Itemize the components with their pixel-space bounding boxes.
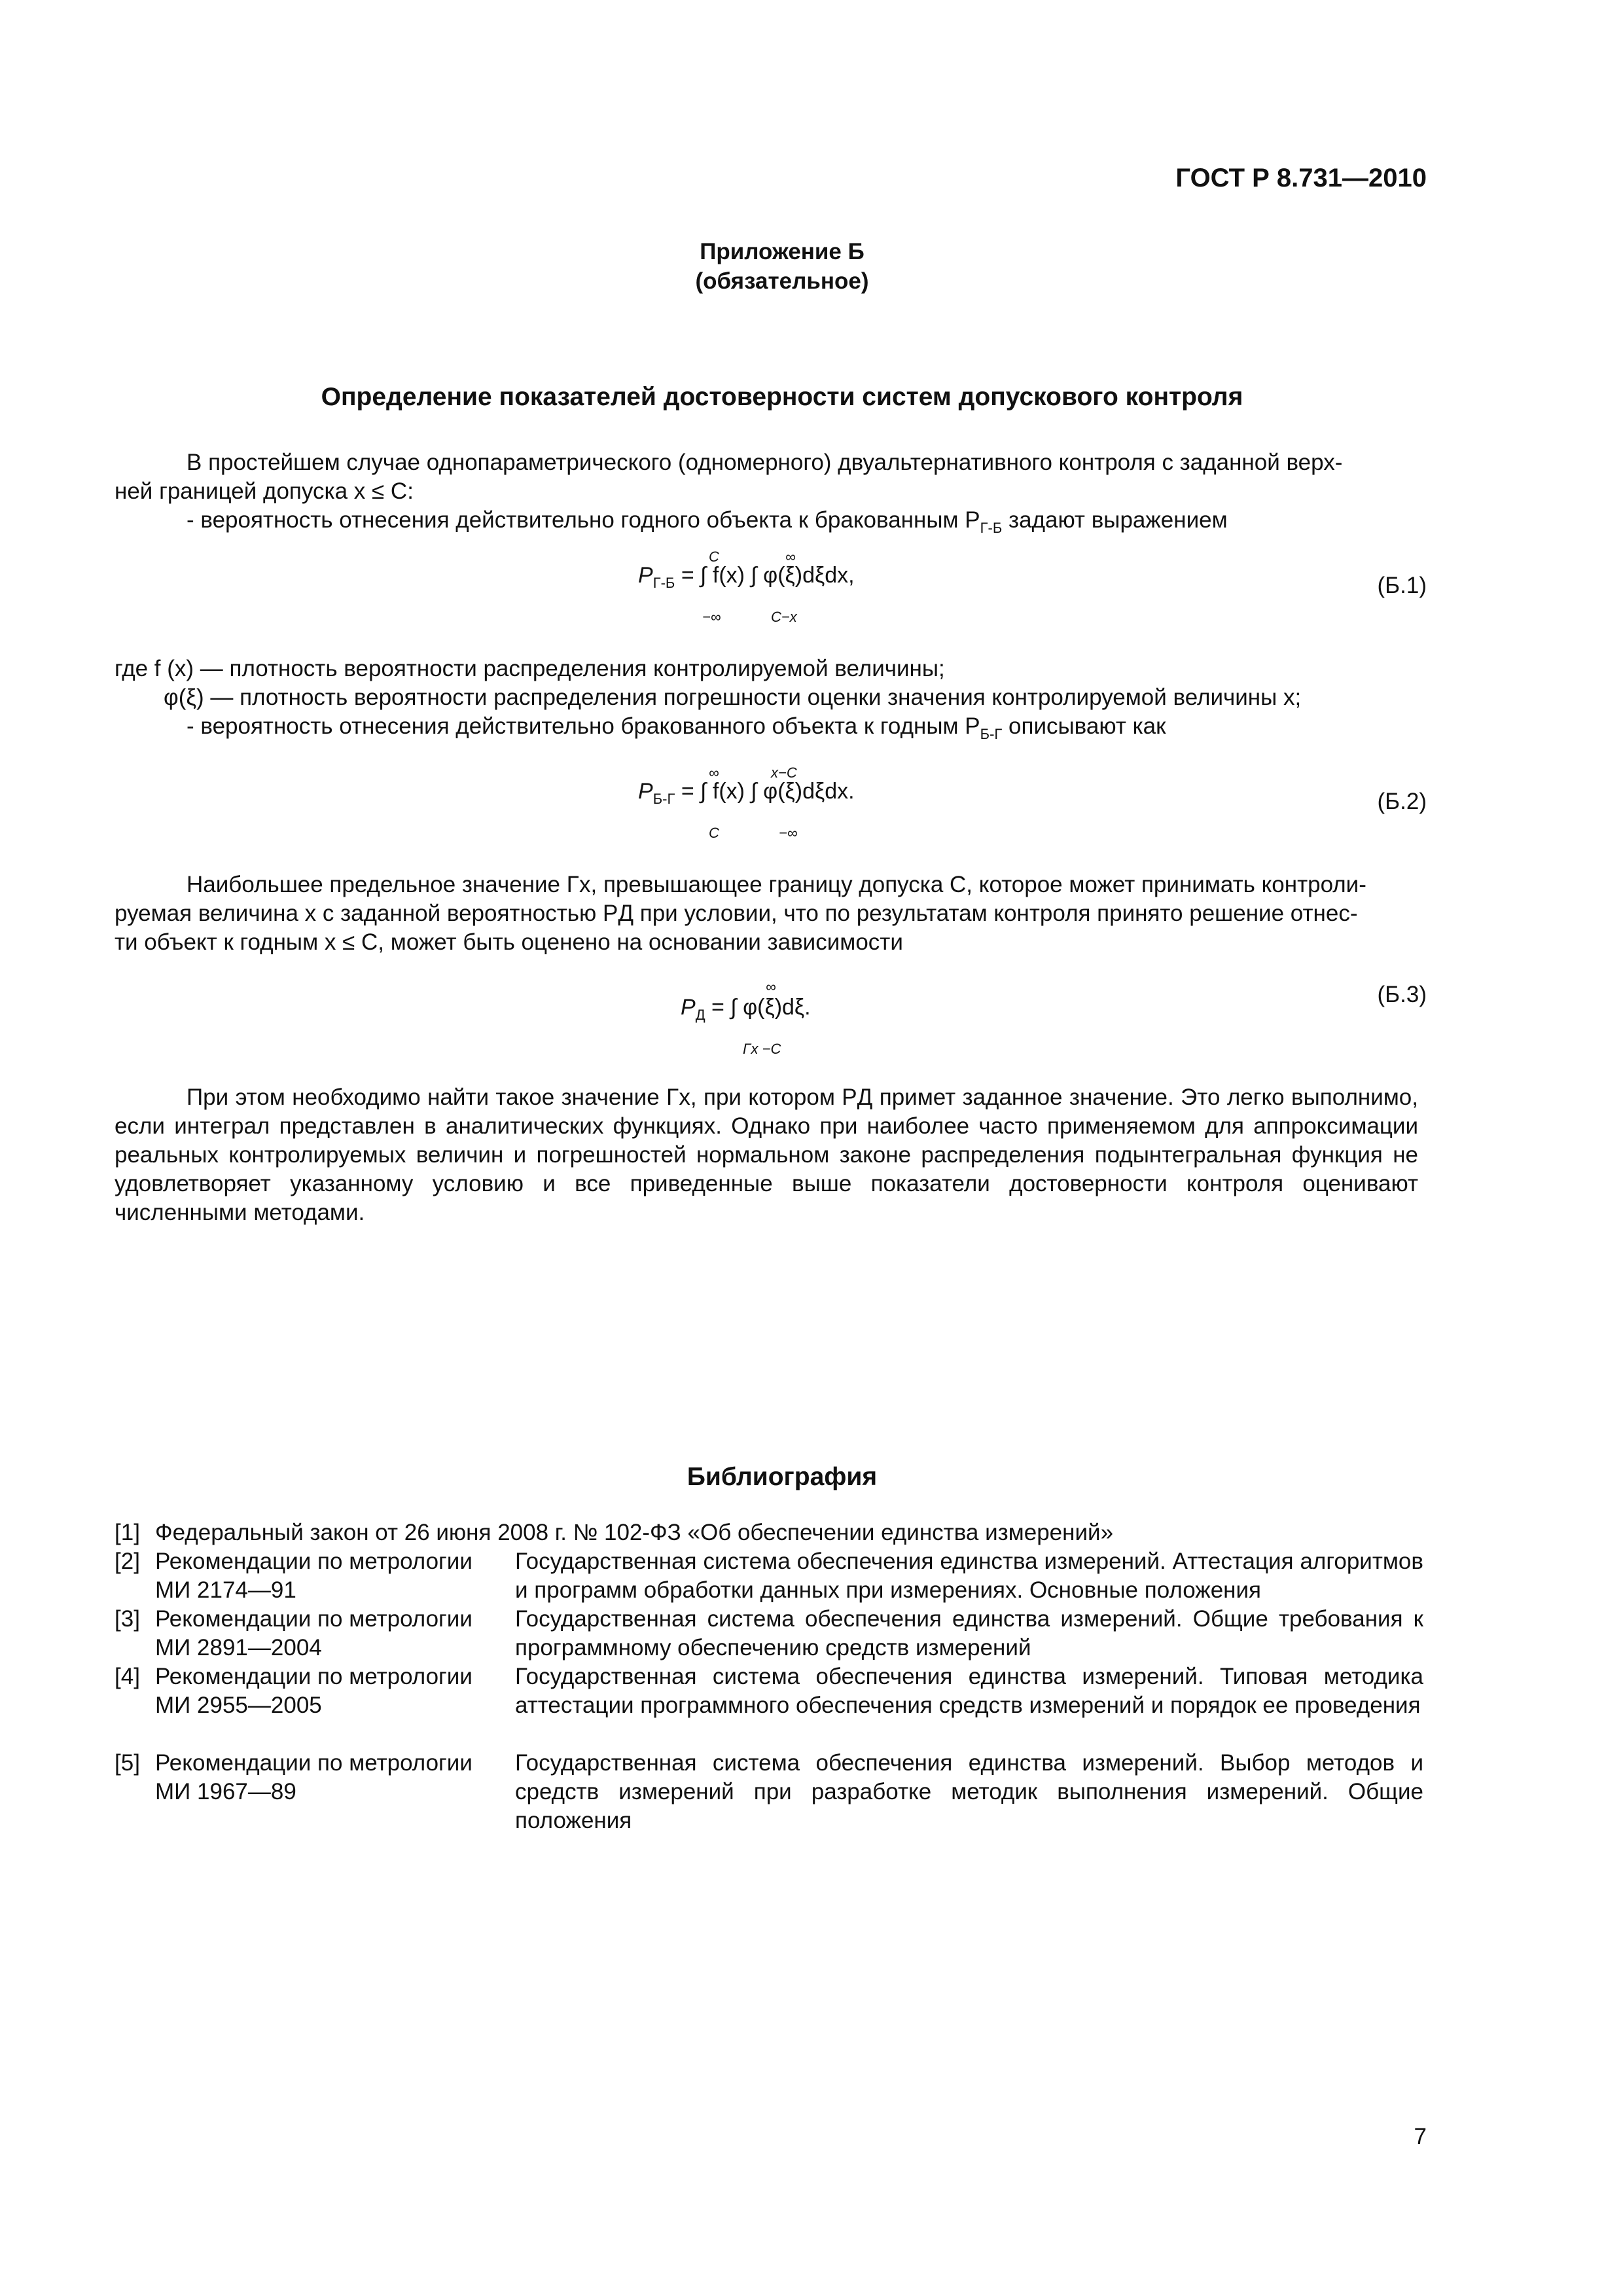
intro-bullet-1 — [187, 506, 1228, 543]
bib-item — [115, 1605, 1423, 1662]
equation-2 — [638, 779, 855, 808]
bib-item — [115, 1749, 1423, 1835]
page-number: 7 — [1414, 2124, 1427, 2149]
eq1-lower-limit-1: −∞ — [702, 609, 721, 625]
bullet-1-text: - вероятность отнесения действительно годного объекта к бракованным P — [187, 507, 980, 533]
eq2-lower-limit-1: C — [709, 825, 719, 841]
bib-item-num: [3] — [115, 1606, 140, 1632]
bullet-2-end: описывают как — [1002, 713, 1166, 739]
bib-item-num: [1] — [115, 1520, 140, 1545]
bib-item-source: Рекомендации по метрологии МИ 1967—89 — [155, 1750, 473, 1804]
bib-item-source: Рекомендации по метрологии МИ 2891—2004 — [155, 1606, 473, 1660]
bib-item — [115, 1662, 1423, 1749]
eq3-lhs-sub: Д — [695, 1006, 705, 1023]
intro-line-1: В простейшем случае однопараметрического (одномерного) двуальтернативного контроля с заданной верх- — [187, 450, 1343, 475]
para3 — [115, 1083, 1418, 1227]
eq1-lhs: P — [638, 563, 653, 588]
bib-item-num: [5] — [115, 1750, 140, 1776]
annex-label: Приложение Б — [700, 239, 865, 264]
eq2-lhs-sub: Б-Г — [652, 790, 675, 807]
eq1-body: = ∫ f(x) ∫ φ(ξ)dξdx, — [675, 563, 855, 588]
intro-line-2: ней границей допуска x ≤ C: — [115, 478, 414, 504]
para2-line-1: Наибольшее предельное значение Γx, превышающее границу допуска С, которое может принимать контроли- — [187, 872, 1366, 897]
annex-status: (обязательное) — [695, 268, 869, 294]
bib-item-desc: Государственная система обеспечения единства измерений. Выбор методов и средств измерений при разработке методик выполнения измерений. Общие положения — [515, 1750, 1423, 1833]
para2-line-2: руемая величина х с заданной вероятностью PД при условии, что по результатам контроля принято решение отнес- — [115, 901, 1358, 926]
bib-item-num: [2] — [115, 1549, 140, 1574]
bib-item-source: Федеральный закон от 26 июня 2008 г. № 102-ФЗ «Об обеспечении единства измерений» — [155, 1520, 1114, 1545]
eq1-lhs-sub: Г-Б — [652, 574, 675, 591]
bib-item-num: [4] — [115, 1664, 140, 1689]
eq1-lower-limit-2: C−x — [771, 609, 797, 625]
bibliography-title: Библиография — [687, 1463, 878, 1491]
bib-item-desc: Государственная система обеспечения единства измерений. Общие требования к программному обеспечению средств измерений — [515, 1606, 1423, 1660]
eq2-number: (Б.2) — [1377, 789, 1427, 814]
standard-code: ГОСТ Р 8.731—2010 — [1175, 164, 1427, 192]
where-line-1: где f (x) — плотность вероятности распределения контролируемой величины; — [115, 656, 945, 681]
eq2-lower-limit-2: −∞ — [779, 825, 798, 841]
bullet-1-end: задают выражением — [1002, 507, 1228, 533]
equation-1 — [638, 563, 855, 592]
eq3-lhs: P — [681, 995, 696, 1020]
bullet-2-text: - вероятность отнесения действительно бракованного объекта к годным P — [187, 713, 980, 739]
bib-item — [115, 1547, 1423, 1605]
para3-text: При этом необходимо найти такое значение Γx, при котором PД примет заданное значение. Это легко выполнимо, если интеграл представлен в аналитических функциях. Однако при наиболее часто применяемом для аппроксимации реальных контролируемых величин и погрешностей нормальном законе распределения подынтегральная функция не удовлетворяет указанному условию и все приведенные выше показатели достоверности контроля оценивают численными методами. — [115, 1085, 1418, 1225]
eq1-upper-limit-1: C — [709, 548, 719, 565]
bullet-1-sub: Г-Б — [980, 520, 1003, 536]
bib-item-desc: Государственная система обеспечения единства измерений. Типовая методика аттестации программного обеспечения средств измерений и порядок ее проведения — [515, 1664, 1423, 1718]
where-bullet-2 — [187, 712, 1166, 749]
eq3-body: = ∫ φ(ξ)dξ. — [705, 995, 811, 1020]
eq2-lhs: P — [638, 779, 653, 804]
equation-3 — [681, 995, 811, 1024]
where-line-2: φ(ξ) — плотность вероятности распределения погрешности оценки значения контролируемой величины x; — [164, 685, 1302, 710]
eq1-upper-limit-2: ∞ — [785, 548, 796, 565]
eq2-upper-limit-2: x−C — [771, 764, 797, 781]
eq1-number: (Б.1) — [1377, 573, 1427, 598]
bib-item — [115, 1518, 1423, 1547]
eq2-upper-limit-1: ∞ — [709, 764, 719, 781]
eq3-upper-limit: ∞ — [766, 978, 776, 995]
bullet-2-sub: Б-Г — [980, 726, 1003, 742]
bib-item-desc: Государственная система обеспечения единства измерений. Аттестация алгоритмов и программ обработки данных при измерениях. Основные положения — [515, 1549, 1423, 1603]
bib-item-source: Рекомендации по метрологии МИ 2955—2005 — [155, 1664, 473, 1718]
eq2-body: = ∫ f(x) ∫ φ(ξ)dξdx. — [675, 779, 855, 804]
bib-item-source: Рекомендации по метрологии МИ 2174—91 — [155, 1549, 473, 1603]
eq3-number: (Б.3) — [1377, 982, 1427, 1007]
eq3-lower-limit: Γx −C — [743, 1041, 781, 1057]
para2-line-3: ти объект к годным х ≤ С, может быть оценено на основании зависимости — [115, 929, 903, 955]
section-title: Определение показателей достоверности систем допускового контроля — [321, 383, 1243, 411]
